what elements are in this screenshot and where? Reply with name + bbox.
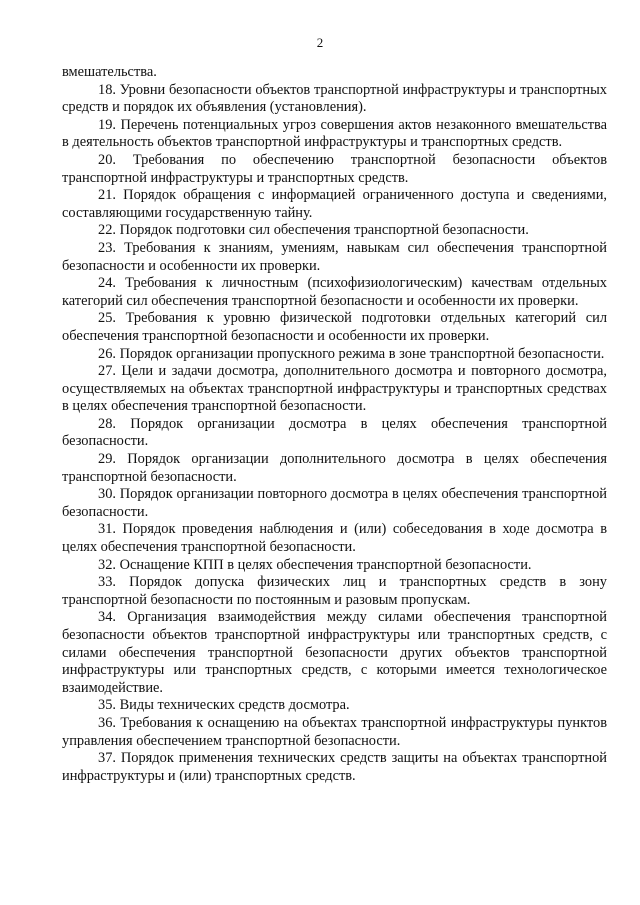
paragraph-continuation: вмешательства. <box>62 64 157 80</box>
paragraph-item-37: 37. Порядок применения технических средств защиты на объектах транспортной инфраструктуры и (или) транспортных средств. <box>62 750 607 784</box>
paragraph-item-28: 28. Порядок организации досмотра в целях обеспечения транспортной безопасности. <box>62 415 607 450</box>
paragraph-item-22: 22. Порядок подготовки сил обеспечения транспортной безопасности. <box>98 222 529 239</box>
paragraph-item-32: 32. Оснащение КПП в целях обеспечения транспортной безопасности. <box>98 556 532 573</box>
paragraph-item-34: 34. Организация взаимодействия между силами обеспечения транспортной безопасности объектов транспортной инфраструктуры или транспортных средств, с силами обеспечения транспортной безопасности других объектов транспортной инфраструктуры или транспортных средств, с которыми имеется технологическое взаимодействие. <box>62 609 607 696</box>
paragraph-item-27: 27. Цели и задачи досмотра, дополнительного досмотра и повторного досмотра, осуществляемых на объектах транспортной инфраструктуры и транспортных средствах в целях обеспечения транспортной безопасности. <box>62 363 607 415</box>
paragraph-item-26: 26. Порядок организации пропускного режима в зоне транспортной безопасности. <box>98 345 605 362</box>
paragraph-item-21: 21. Порядок обращения с информацией ограниченного доступа и сведениями, составляющими государственную тайну. <box>62 187 607 221</box>
paragraph-item-31: 31. Порядок проведения наблюдения и (или) собеседования в ходе досмотра в целях обеспечения транспортной безопасности. <box>62 521 607 556</box>
document-body <box>62 64 607 785</box>
paragraph-item-30: 30. Порядок организации повторного досмотра в целях обеспечения транспортной безопасности. <box>62 486 607 520</box>
paragraph-item-24: 24. Требования к личностным (психофизиологическим) качествам отдельных категорий сил обеспечения транспортной безопасности и особенности их проверки. <box>62 275 607 309</box>
paragraph-item-18: 18. Уровни безопасности объектов транспортной инфраструктуры и транспортных средств и порядок их объявления (установления). <box>62 81 607 116</box>
paragraph-item-19: 19. Перечень потенциальных угроз совершения актов незаконного вмешательства в деятельность объектов транспортной инфраструктуры и транспортных средств. <box>62 116 607 151</box>
paragraph-item-25: 25. Требования к уровню физической подготовки отдельных категорий сил обеспечения транспортной безопасности и особенности их проверки. <box>62 310 607 344</box>
paragraph-item-23: 23. Требования к знаниям, умениям, навыкам сил обеспечения транспортной безопасности и особенности их проверки. <box>62 239 607 274</box>
paragraph-item-36: 36. Требования к оснащению на объектах транспортной инфраструктуры пунктов управления обеспечением транспортной безопасности. <box>62 714 607 749</box>
page-number: 2 <box>316 35 324 50</box>
paragraph-item-35: 35. Виды технических средств досмотра. <box>98 697 350 714</box>
paragraph-item-33: 33. Порядок допуска физических лиц и транспортных средств в зону транспортной безопасности по постоянным и разовым пропускам. <box>62 574 607 608</box>
paragraph-item-20: 20. Требования по обеспечению транспортной безопасности объектов транспортной инфраструктуры и транспортных средств. <box>62 151 607 186</box>
paragraph-item-29: 29. Порядок организации дополнительного досмотра в целях обеспечения транспортной безопасности. <box>62 451 607 485</box>
